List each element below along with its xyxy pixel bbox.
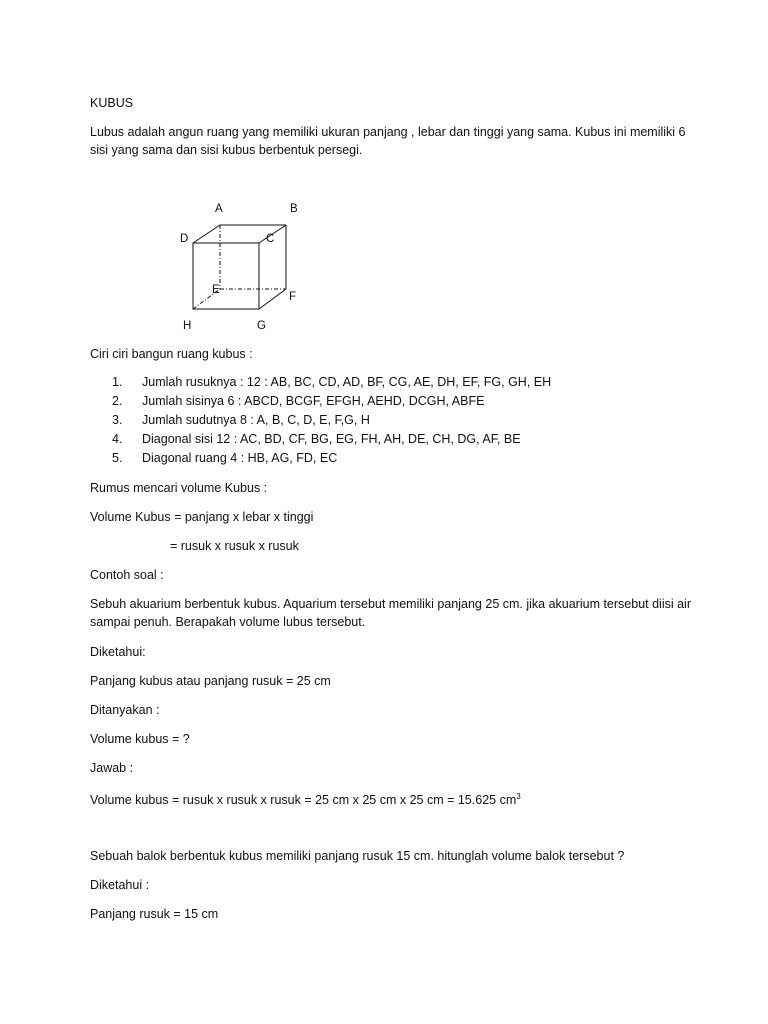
cube-label-c: C (266, 233, 275, 245)
criteria-heading: Ciri ciri bangun ruang kubus : (90, 347, 253, 361)
cube-label-g: G (257, 320, 266, 332)
intro-paragraph: Lubus adalah angun ruang yang memiliki ukuran panjang , lebar dan tinggi yang sama. Kubus ini memiliki 6 sisi yang sama dan sisi kubus berbentuk persegi. (90, 125, 686, 157)
page-title: KUBUS (90, 96, 134, 110)
cube-diagram (170, 196, 320, 336)
list-item: 4. Diagonal sisi 12 : AC, BD, CF, BG, EG, FH, AH, DE, CH, DG, AF, BE (112, 432, 521, 446)
volume-heading: Rumus mencari volume Kubus : (90, 481, 268, 495)
example2-known-label: Diketahui : (90, 878, 150, 892)
example-heading: Contoh soal : (90, 568, 164, 582)
example1-asked-label: Ditanyakan : (90, 703, 160, 717)
cube-label-h: H (183, 320, 192, 332)
example2-known: Panjang rusuk = 15 cm (90, 907, 219, 921)
example1-question: Sebuh akuarium berbentuk kubus. Aquarium tersebut memiliki panjang 25 cm. jika akuarium tersebut diisi air sampai penuh. Berapakah volume lubus tersebut. (90, 597, 691, 629)
cube-front-face (193, 243, 259, 309)
list-item: 5. Diagonal ruang 4 : HB, AG, FD, EC (112, 451, 338, 465)
cube-edge (193, 225, 220, 243)
volume-formula-1: Volume Kubus = panjang x lebar x tinggi (90, 510, 314, 524)
list-item: 2. Jumlah sisinya 6 : ABCD, BCGF, EFGH, AEHD, DCGH, ABFE (112, 394, 485, 408)
superscript: 3 (516, 792, 521, 801)
example1-asked: Volume kubus = ? (90, 732, 190, 746)
example1-known-label: Diketahui: (90, 645, 146, 659)
cube-label-b: B (290, 203, 298, 215)
cube-label-f: F (289, 291, 297, 303)
cube-label-e: E (212, 284, 220, 296)
cube-label-d: D (180, 233, 189, 245)
criteria-list (90, 373, 551, 468)
cube-label-a: A (215, 203, 223, 215)
example1-answer: Volume kubus = rusuk x rusuk x rusuk = 25 cm x 25 cm x 25 cm = 15.625 $cm^3$ (90, 792, 521, 808)
volume-formula-2: = rusuk x rusuk x rusuk (170, 539, 299, 553)
cube-edge (259, 289, 286, 309)
list-item: 3. Jumlah sudutnya 8 : A, B, C, D, E, F,G, H (112, 413, 370, 427)
list-item: 1. Jumlah rusuknya : 12 : AB, BC, CD, AD, BF, CG, AE, DH, EF, FG, GH, EH (112, 375, 552, 389)
example2-question: Sebuah balok berbentuk kubus memiliki panjang rusuk 15 cm. hitunglah volume balok tersebut ? (90, 849, 625, 863)
example1-answer-label: Jawab : (90, 761, 134, 775)
example1-known: Panjang kubus atau panjang rusuk = 25 cm (90, 674, 331, 688)
